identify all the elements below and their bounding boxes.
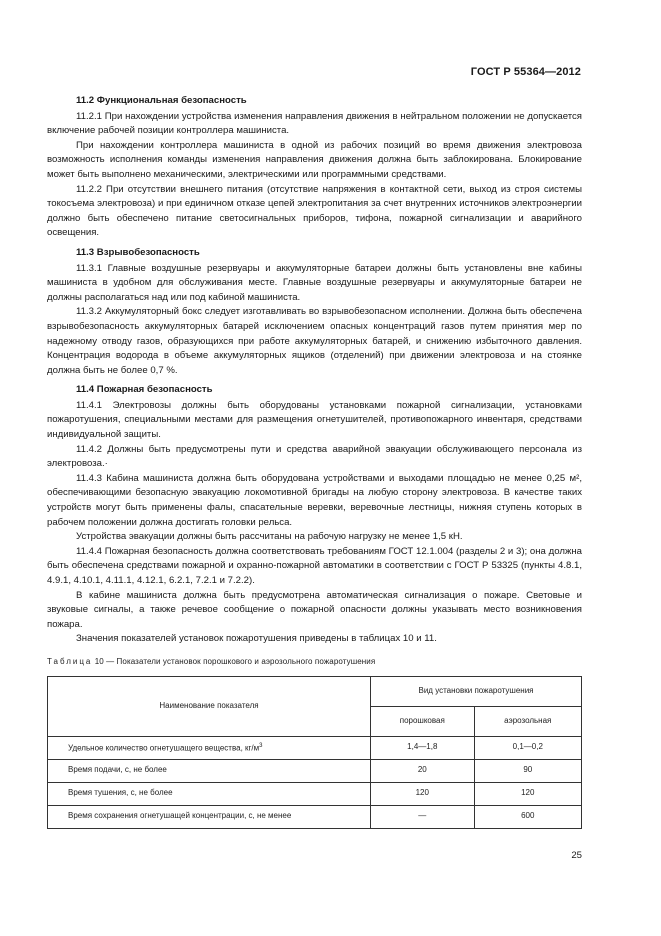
page-number: 25 <box>571 850 582 861</box>
table-row <box>48 805 582 828</box>
paragraph: 11.2.2 При отсутствии внешнего питания (отсутствие напряжения в контактной сети, выход из строя системы токосъема электровоза) и при единичном отказе цепей электропитания за счет внутренних источников электроэнергии должно быть обеспечено питание светосигнальных приборов, тифона, пожарной сигнализации и аварийного освещения. <box>47 183 582 239</box>
row-value-aerosol: 120 <box>474 782 581 805</box>
table-row <box>48 736 582 759</box>
paragraph: При нахождении контроллера машиниста в одной из рабочих позиций во время движения электровоза возможность исполнения команды изменения направления движения должна быть заблокирована. Блокирование может быть выполнено механическими, электрическими или программными средствами. <box>47 139 582 180</box>
paragraph: Значения показателей установок пожаротушения приведены в таблицах 10 и 11. <box>76 633 437 645</box>
paragraph: 11.3.2 Аккумуляторный бокс следует изготавливать во взрывобезопасном исполнении. Должна быть обеспечена взрывобезопасность аккумуляторных батарей исключением опасных концентраций газов путем принятия мер по надежному отводу газов, образующихся при работе аккумуляторных батарей, и снижению избыточного давления. Концентрация водорода в объеме аккумуляторных ящиков (отделений) при движении электровоза и на стоянке должна быть не более 0,7 %. <box>47 306 582 376</box>
header-powder: порошковая <box>371 706 475 736</box>
section-heading-11-4: 11.4 Пожарная безопасность <box>76 384 213 396</box>
table-row <box>48 782 582 805</box>
row-value-powder: 20 <box>371 759 475 782</box>
standard-number: ГОСТ Р 55364—2012 <box>470 66 581 78</box>
row-value-powder: 1,4—1,8 <box>371 736 475 759</box>
paragraph: Устройства эвакуации должны быть рассчитаны на рабочую нагрузку не менее 1,5 кН. <box>76 531 463 543</box>
section-heading-11-3: 11.3 Взрывобезопасность <box>76 246 200 258</box>
header-aerosol: аэрозольная <box>474 706 581 736</box>
table-row <box>48 759 582 782</box>
section-heading-11-2: 11.2 Функциональная безопасность <box>76 95 247 106</box>
paragraph: 11.3.1 Главные воздушные резервуары и аккумуляторные батареи должны быть установлены вне кабины машиниста в удобном для обслуживания месте. Главные воздушные резервуары и аккумуляторные батареи не должны располагаться над или под кабиной машиниста. <box>47 262 582 303</box>
table-header-row <box>48 676 582 706</box>
table-caption <box>47 655 582 670</box>
paragraph: В кабине машиниста должна быть предусмотрена автоматическая сигнализация о пожаре. Световые и звуковые сигналы, а также речевое сообщение о пожарной опасности должны указывать место возникновения пожара. <box>47 589 582 630</box>
row-name: Удельное количество огнетушащего вещества, $кг/м^3$ <box>48 736 371 759</box>
row-value-powder: 120 <box>371 782 475 805</box>
header-installation-type: Вид установки пожаротушения <box>371 676 582 706</box>
row-value-aerosol: 0,1—0,2 <box>474 736 581 759</box>
header-parameter-name: Наименование показателя <box>48 676 371 736</box>
paragraph: 11.4.3 Кабина машиниста должна быть оборудована устройствами и выходами площадью не менее 0,25 м², обеспечивающими безопасную эвакуацию локомотивной бригады на любую сторону электровоза. В качестве таких устройств могут быть применены фалы, спасательные веревки, веревочные лестницы, нижняя ступень которых в рабочем положении должна достигать головки рельса. <box>47 472 582 528</box>
table-caption-word: Таблица <box>47 656 93 666</box>
unit-superscript: 3 <box>259 742 263 749</box>
table-caption-text: 10 — Показатели установок порошкового и аэрозольного пожаротушения <box>92 656 376 666</box>
paragraph: 11.2.1 При нахождении устройства изменения направления движения в нейтральном положении не допускается включение рабочей позиции контроллера машиниста. <box>47 110 582 137</box>
paragraph: 11.4.1 Электровозы должны быть оборудованы установками пожарной сигнализации, установками пожаротушения, специальными местами для размещения огнетушителей, противопожарного инвентаря, средствами индивидуальной защиты. <box>47 399 582 441</box>
paragraph: 11.4.2 Должны быть предусмотрены пути и средства аварийной эвакуации обслуживающего персонала из электровоза.· <box>47 443 582 470</box>
page-content <box>47 94 582 829</box>
row-name: Время сохранения огнетушащей концентрации, с, не менее <box>48 805 371 828</box>
row-value-aerosol: 90 <box>474 759 581 782</box>
row-value-aerosol: 600 <box>474 805 581 828</box>
row-name: Время тушения, с, не более <box>48 782 371 805</box>
paragraph: 11.4.4 Пожарная безопасность должна соответствовать требованиям ГОСТ 12.1.004 (разделы 2 и 3); она должна быть обеспечена средствами пожарной и охранно-пожарной автоматики в соответствии с ГОСТ Р 53325 (пункты 4.8.1, 4.9.1, 4.10.1, 4.11.1, 4.12.1, 6.2.1, 7.2.1 и 7.2.2). <box>47 545 582 586</box>
document-header <box>471 66 581 78</box>
row-name: Время подачи, с, не более <box>48 759 371 782</box>
extinguishing-parameters-table <box>47 676 582 829</box>
row-value-powder: — <box>371 805 475 828</box>
